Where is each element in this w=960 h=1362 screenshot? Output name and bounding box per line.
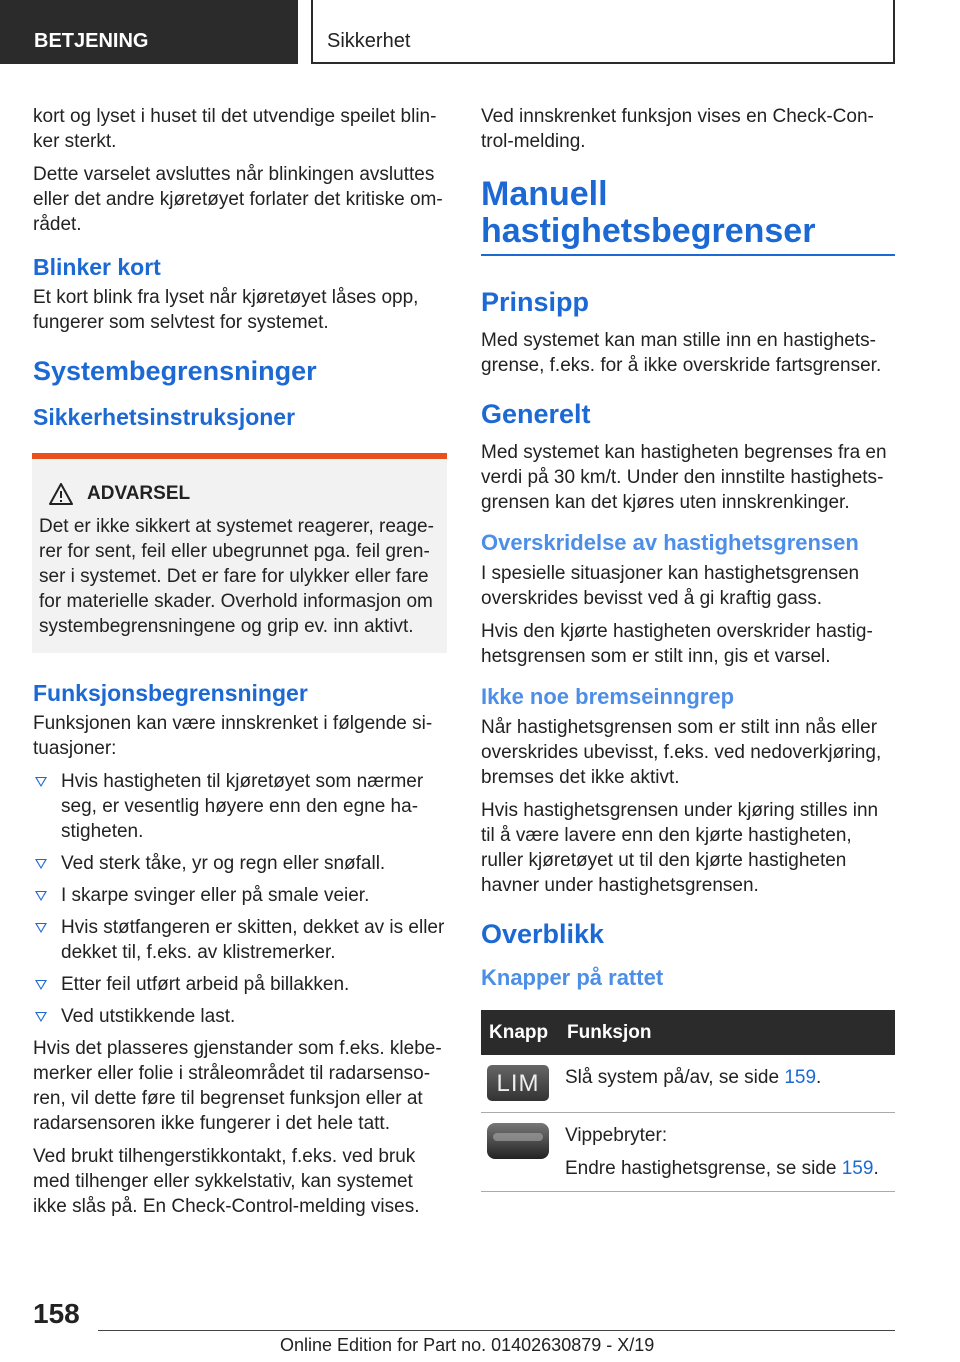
chapter-label: Sikkerhet xyxy=(311,0,895,64)
triangle-bullet-icon xyxy=(35,923,47,933)
edition-text: Online Edition for Part no. 01402630879 - X/19 xyxy=(280,1335,655,1355)
heading-overblikk: Overblikk xyxy=(481,919,605,949)
warning-triangle-icon xyxy=(49,483,73,505)
table-cell-function: Vippebryter: Endre hastighetsgrense, se side 159. xyxy=(559,1113,895,1192)
table-cell-button xyxy=(481,1113,559,1192)
rocker-switch-icon xyxy=(487,1123,549,1159)
triangle-bullet-icon xyxy=(35,891,47,901)
table-cell-function: Slå system på/av, se side 159. xyxy=(559,1055,895,1113)
paragraph: Funksjonen kan være innskrenket i følgende situasjoner: xyxy=(33,713,433,759)
heading-ikke-noe-bremseinngrep: Ikke noe bremseinngrep xyxy=(481,684,735,709)
paragraph: Hvis hastighetsgrensen under kjøring stilles inn til å være lavere enn den kjørte hastigheten, ruller kjøretøyet ut til den kjørte hastigheten havner under hastighetsgrensen. xyxy=(481,800,879,896)
page-link-159[interactable]: 159 xyxy=(784,1067,817,1088)
table-row xyxy=(481,1113,895,1192)
heading-blinker-kort: Blinker kort xyxy=(33,254,161,280)
list-item: Etter feil utført arbeid på billakken. xyxy=(33,972,447,997)
list-item: Hvis hastigheten til kjøretøyet som nærmer seg, er vesentlig høyere enn den egne hastigheten. xyxy=(33,769,447,844)
triangle-bullet-icon xyxy=(35,1012,47,1022)
heading-funksjonsbegrensninger: Funksjonsbegrensninger xyxy=(33,680,308,706)
triangle-bullet-icon xyxy=(35,777,47,787)
right-column xyxy=(481,104,895,1192)
triangle-bullet-icon xyxy=(35,980,47,990)
paragraph: Et kort blink fra lyset når kjøretøyet låses opp, fungerer som selvtest for systemet. xyxy=(33,287,419,333)
warning-box xyxy=(32,453,447,653)
paragraph: Dette varselet avsluttes når blinkingen avsluttes eller det andre kjøretøyet forlater det kritiske området. xyxy=(33,164,443,235)
paragraph: Ved innskrenket funksjon vises en Check-Control-melding. xyxy=(481,106,874,152)
heading-sikkerhetsinstruksjoner: Sikkerhetsinstruksjoner xyxy=(33,404,296,430)
list-item: Ved utstikkende last. xyxy=(33,1004,447,1029)
section-label: BETJENING xyxy=(0,0,298,64)
paragraph: Hvis den kjørte hastigheten overskrider hastighetsgrensen som er stilt inn, gis et varsel. xyxy=(481,621,873,667)
paragraph: I spesielle situasjoner kan hastighetsgrensen overskrides bevisst ved å gi kraftig gass. xyxy=(481,563,860,609)
page-header xyxy=(0,0,960,66)
warning-text: Det er ikke sikkert at systemet reagerer, reagerer for sent, feil eller ubegrunnet pga. feil grenser i systemet. Det er fare for ulykker eller fare for materielle skader. Overhold informasjon om systembegrensningene og grip ev. inn aktivt. xyxy=(39,516,434,637)
paragraph: Ved brukt tilhengerstikkontakt, f.eks. ved bruk med tilhenger eller sykkelstativ, kan systemet ikke slås på. En Check-Control-melding vises. xyxy=(33,1146,420,1217)
table-header-funksjon: Funksjon xyxy=(559,1010,895,1055)
table-row xyxy=(481,1055,895,1113)
buttons-table xyxy=(481,1010,895,1192)
list-item: I skarpe svinger eller på smale veier. xyxy=(33,883,447,908)
page-number: 158 xyxy=(33,1298,80,1329)
limitation-list xyxy=(33,769,447,1029)
left-column xyxy=(33,104,447,1227)
paragraph: Med systemet kan hastigheten begrenses fra en verdi på 30 km/t. Under den innstilte hastighetsgrensen kan det kjøres uten innskrenkinger. xyxy=(481,442,887,513)
heading-knapper-pa-rattet: Knapper på rattet xyxy=(481,965,664,990)
heading-prinsipp: Prinsipp xyxy=(481,287,590,317)
list-item: Hvis støtfangeren er skitten, dekket av is eller dekket til, f.eks. av klistremerker. xyxy=(33,915,447,965)
footer-divider xyxy=(98,1330,895,1331)
warning-title xyxy=(39,481,439,506)
table-cell-button xyxy=(481,1055,559,1113)
heading-generelt: Generelt xyxy=(481,399,591,429)
warning-title-text: ADVARSEL xyxy=(87,483,191,504)
heading-manuell-hastighetsbegrenser: Manuell hastighetsbegrenser xyxy=(481,176,895,256)
page-link-159[interactable]: 159 xyxy=(841,1158,874,1179)
paragraph: kort og lyset i huset til det utvendige speilet blinker sterkt. xyxy=(33,106,437,152)
heading-systembegrensninger: Systembegrensninger xyxy=(33,356,317,386)
paragraph: Hvis det plasseres gjenstander som f.eks. klebemerker eller folie i stråleområdet til radarsensoren, vil dette føre til begrenset funksjon eller at radarsensoren ikke fungerer i det hele tatt. xyxy=(33,1038,442,1134)
heading-overskridelse: Overskridelse av hastighetsgrensen xyxy=(481,530,859,555)
lim-button-icon: LIM xyxy=(487,1065,549,1101)
paragraph: Med systemet kan man stille inn en hastighetsgrense, f.eks. for å ikke overskride fartsgrenser. xyxy=(481,330,882,376)
paragraph: Når hastighetsgrensen som er stilt inn nås eller overskrides ubevisst, f.eks. ved nedoverkjøring, bremses det ikke aktivt. xyxy=(481,717,882,788)
table-header-row xyxy=(481,1010,895,1055)
table-header-knapp: Knapp xyxy=(481,1010,559,1055)
list-item: Ved sterk tåke, yr og regn eller snøfall. xyxy=(33,851,447,876)
triangle-bullet-icon xyxy=(35,859,47,869)
